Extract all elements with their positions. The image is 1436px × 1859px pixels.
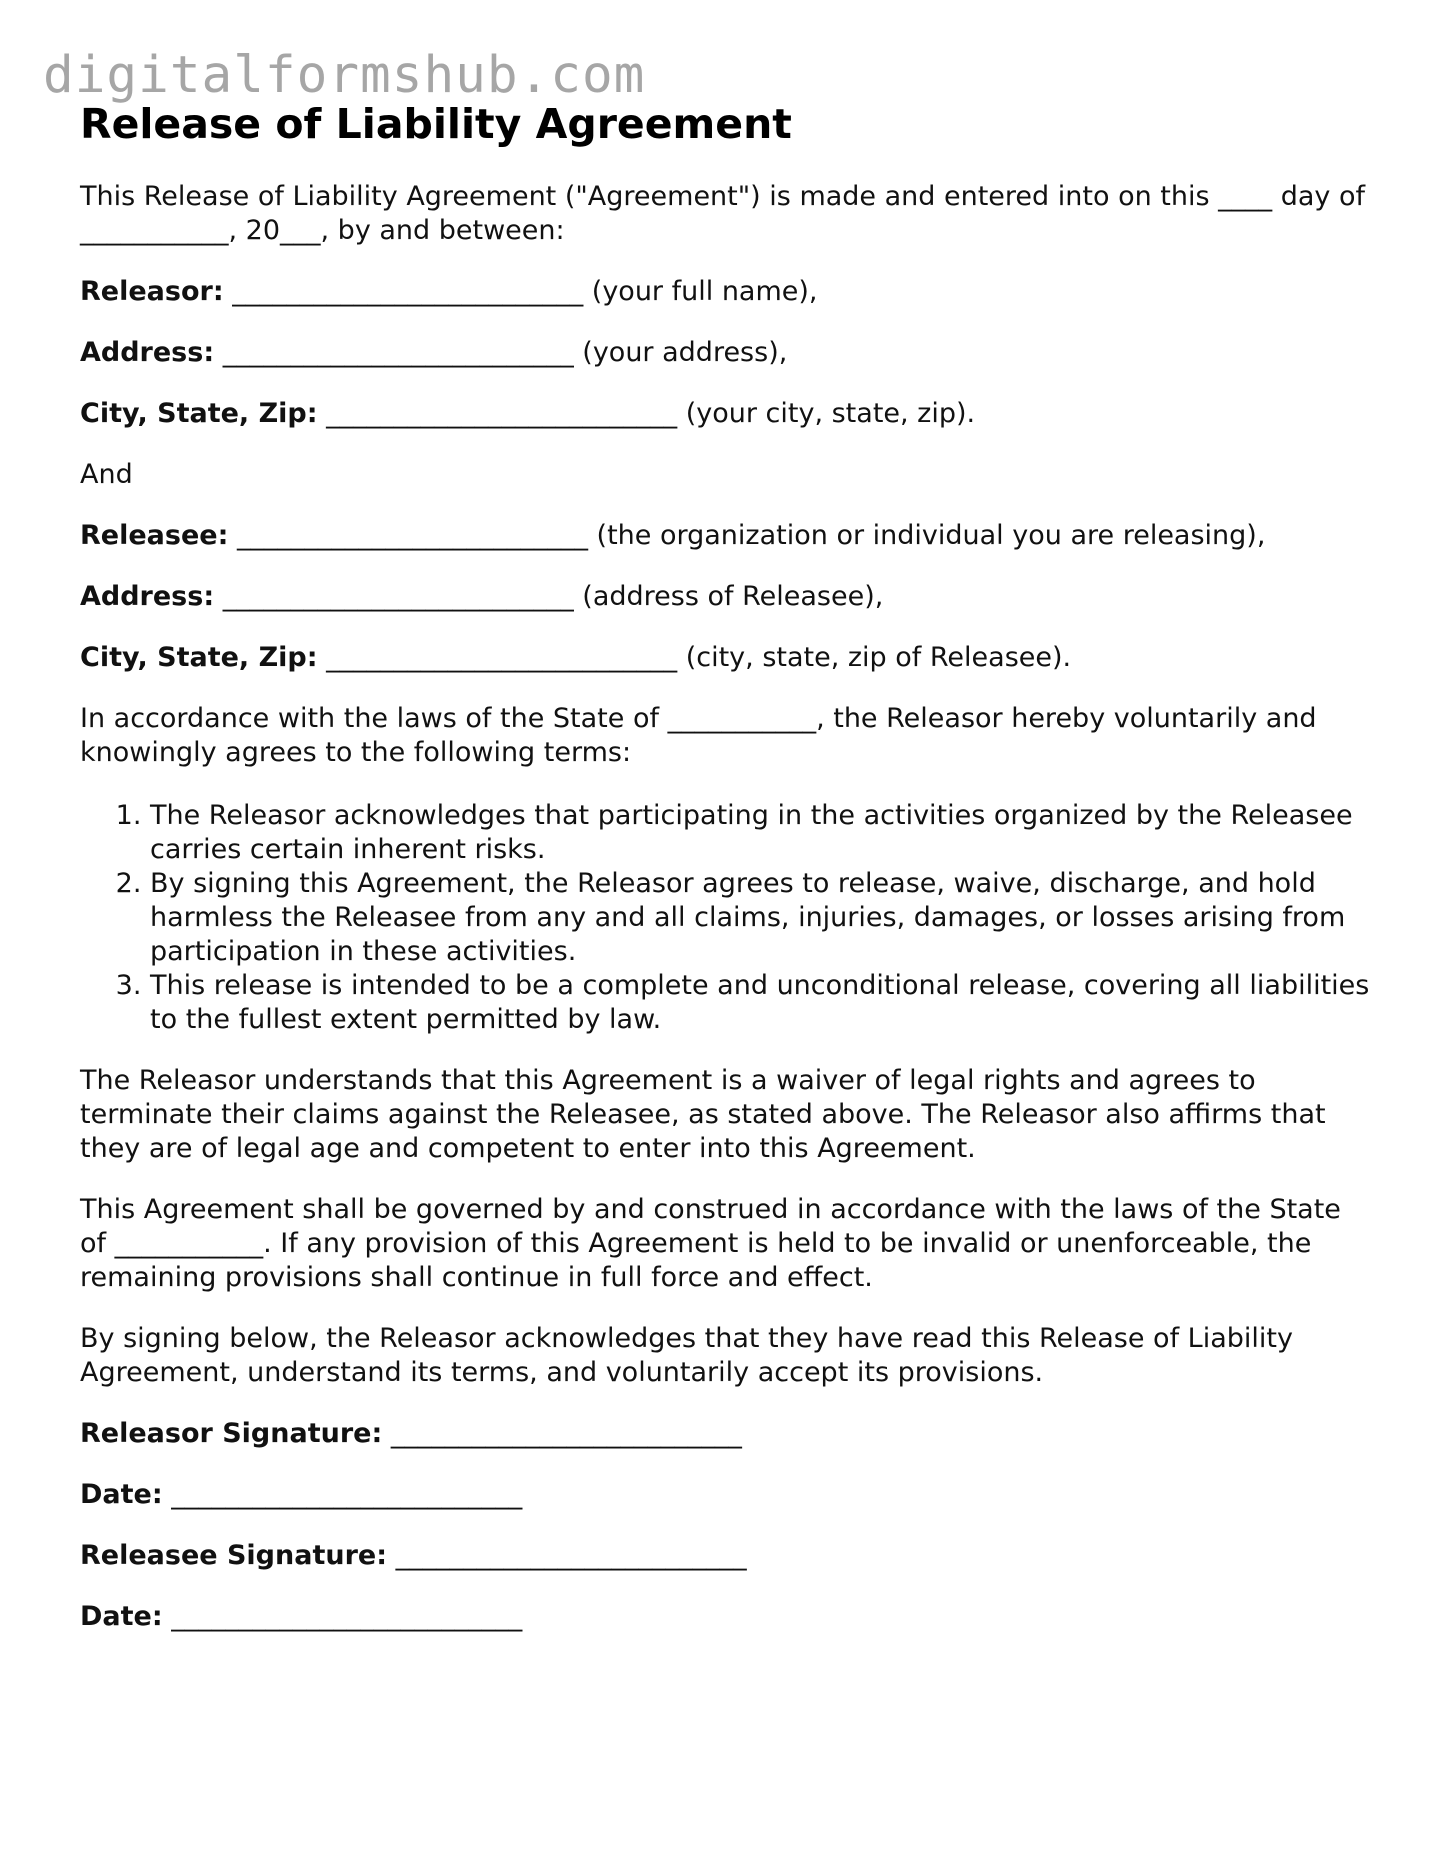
releasee-signature-label: Releasee Signature: — [80, 1540, 388, 1571]
terms-list — [80, 799, 1370, 1037]
releasee-name-field[interactable]: __________________________ (the organization or individual you are releasing), — [228, 520, 1266, 551]
acknowledgment-paragraph: By signing below, the Releasor acknowledges that they have read this Release of Liability Agreement, understand its terms, and voluntarily accept its provisions. — [80, 1323, 1293, 1388]
releasee-city-line — [80, 641, 1370, 675]
releasor-signature-field[interactable]: __________________________ — [382, 1418, 742, 1449]
document-body — [80, 98, 1370, 1634]
releasor-signature-label: Releasor Signature: — [80, 1418, 383, 1449]
releasor-date-label: Date: — [80, 1479, 163, 1510]
releasor-signature-line — [80, 1417, 1370, 1451]
releasor-address-label: Address: — [80, 337, 215, 368]
terms-list-item: 3. This release is intended to be a complete and unconditional release, covering all liabilities to the fullest extent permitted by law. — [150, 969, 1370, 1037]
watermark-text: digitalformshub.com — [43, 46, 646, 105]
releasee-city-label: City, State, Zip: — [80, 642, 318, 673]
releasor-date-line — [80, 1478, 1370, 1512]
releasee-address-field[interactable]: __________________________ (address of Releasee), — [214, 581, 884, 612]
releasee-address-line — [80, 580, 1370, 614]
and-text: And — [80, 459, 133, 490]
releasee-name-line — [80, 519, 1370, 553]
terms-list-item: 1. The Releasor acknowledges that participating in the activities organized by the Releasee carries certain inherent risks. — [150, 799, 1370, 867]
releasor-address-line — [80, 336, 1370, 370]
releasor-city-line — [80, 397, 1370, 431]
releasor-city-label: City, State, Zip: — [80, 398, 318, 429]
releasee-date-line — [80, 1600, 1370, 1634]
releasor-address-field[interactable]: __________________________ (your address), — [214, 337, 788, 368]
releasor-name-field[interactable]: __________________________ (your full name), — [223, 276, 818, 307]
document-title: Release of Liability Agreement — [80, 100, 792, 148]
releasee-city-field[interactable]: __________________________ (city, state, zip of Releasee). — [317, 642, 1072, 673]
releasee-signature-field[interactable]: __________________________ — [387, 1540, 747, 1571]
releasee-signature-line — [80, 1539, 1370, 1573]
releasee-name-label: Releasee: — [80, 520, 229, 551]
releasor-name-line — [80, 275, 1370, 309]
releasor-city-field[interactable]: __________________________ (your city, state, zip). — [317, 398, 976, 429]
governing-law-paragraph: This Agreement shall be governed by and construed in accordance with the laws of the State of ___________. If any provision of this Agreement is held to be invalid or unenforceable, the remaining provisions shall continue in full force and effect. — [80, 1194, 1341, 1293]
releasee-address-label: Address: — [80, 581, 215, 612]
releasee-date-label: Date: — [80, 1601, 163, 1632]
releasor-name-label: Releasor: — [80, 276, 224, 307]
terms-list-item: 2. By signing this Agreement, the Releasor agrees to release, waive, discharge, and hold harmless the Releasee from any and all claims, injuries, damages, or losses arising from participation in these activities. — [150, 867, 1370, 969]
releasee-date-field[interactable]: __________________________ — [162, 1601, 523, 1632]
waiver-paragraph: The Releasor understands that this Agreement is a waiver of legal rights and agrees to terminate their claims against the Releasee, as stated above. The Releasor also affirms that they are of legal age and competent to enter into this Agreement. — [80, 1065, 1326, 1164]
intro-paragraph: This Release of Liability Agreement ("Agreement") is made and entered into on this ____ day of ___________, 20___, by and between: — [80, 181, 1365, 246]
releasor-date-field[interactable]: __________________________ — [162, 1479, 523, 1510]
laws-paragraph: In accordance with the laws of the State of ___________, the Releasor hereby voluntarily and knowingly agrees to the following terms: — [80, 703, 1317, 768]
